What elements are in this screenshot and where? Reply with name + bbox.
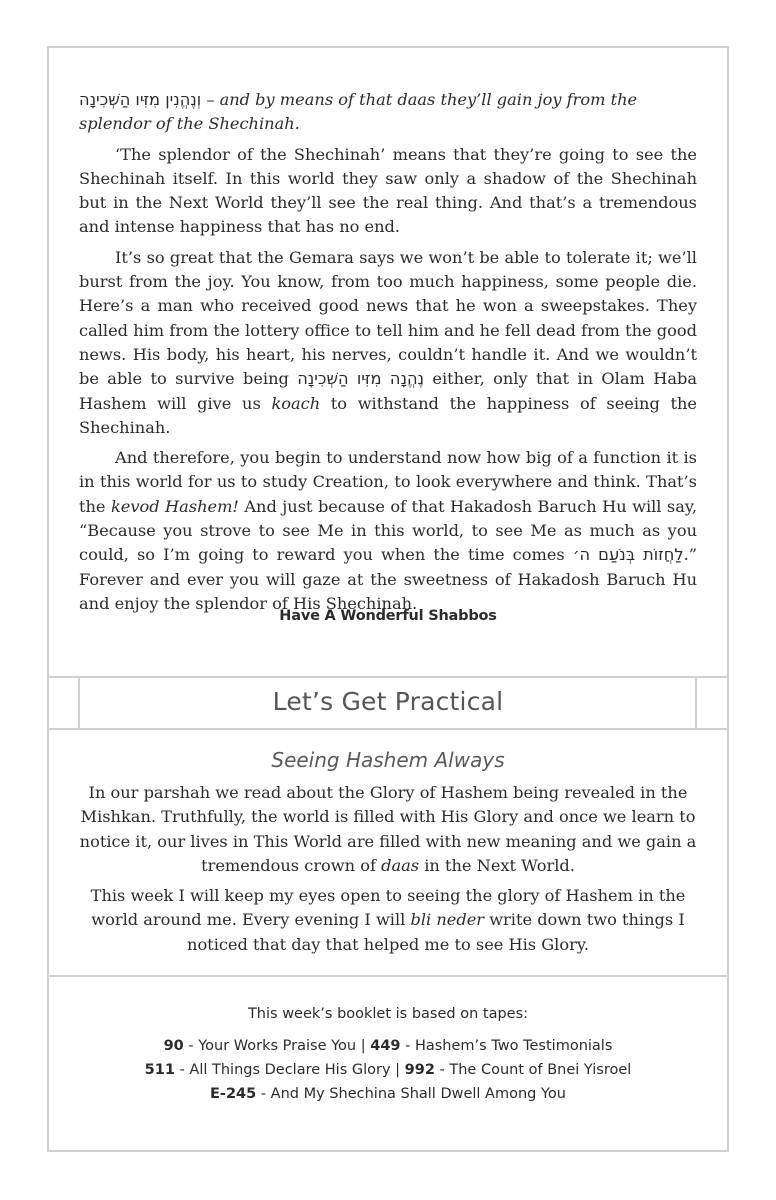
tape-number: 992 (404, 1062, 435, 1078)
practical-p1-part-1: In our parshah we read about the Glory of Hashem being revealed in the Mishkan. Truthfully, the world is filled with His Glory and once we learn to notice it, our lives in This World are filled with new meaning and we gain a tremendous crown of (79, 783, 697, 875)
tape-number: 449 (370, 1038, 401, 1054)
practical-paragraph-2 (79, 884, 697, 957)
tape-line (49, 1034, 727, 1058)
tape-number: E-245 (210, 1086, 257, 1102)
italic-term: kevod Hashem! (110, 496, 239, 516)
paragraph-3-part-3: to withstand the happiness of seeing the Shechinah. (79, 393, 697, 437)
tape-line (49, 1082, 727, 1106)
tape-number: 90 (163, 1038, 184, 1054)
paragraph-3-part-2: either, only that in Olam Haba Hashem will give us (79, 369, 697, 413)
section-banner (49, 676, 727, 730)
tape-line (49, 1058, 727, 1082)
tapes-heading: This week’s booklet is based on tapes: (247, 1006, 529, 1022)
paragraph-1 (79, 88, 697, 137)
section-subtitle: Seeing Hashem Always (271, 748, 505, 772)
tapes-list (49, 1002, 727, 1106)
paragraph-3-part-1: It’s so great that the Gemara says we won’t be able to tolerate it; we’ll burst from the joy. You know, from too much happiness, some people die. Here’s a man who received good news that he won a sweepstakes. They called him from the lottery office to tell him and he fell dead from the good news. His body, his heart, his nerves, couldn’t handle it. And we wouldn’t be able to survive being (79, 247, 697, 389)
tape-number: 511 (144, 1062, 175, 1078)
tape-title: - All Things Declare His Glory | (174, 1062, 405, 1078)
italic-term: daas (381, 855, 420, 875)
paragraph-2: ‘The splendor of the Shechinah’ means that they’re going to see the Shechinah itself. In this world they saw only a shadow of the Shechinah but in the Next World they’ll see the real thing. And that’s a tremendous and intense happiness that has no end. (79, 144, 697, 237)
paragraph-4-part-2: And just because of that Hakadosh Baruch Hu will say, “Because you strove to see Me in this world, to see Me as much as you could, so I’m going to reward you when the time comes (79, 496, 697, 565)
tape-title: - And My Shechina Shall Dwell Among You (256, 1086, 566, 1102)
tape-title: - The Count of Bnei Yisroel (434, 1062, 632, 1078)
hebrew-phrase: נֶהֱנָה מִזִּיו הַשְּׁכִינָה (297, 369, 424, 389)
practical-p1-part-2: in the Next World. (419, 855, 575, 875)
hebrew-phrase: וְנֶהֱנִין מִזִּיו הַשְּׁכִינָה (79, 90, 202, 109)
practical-body (79, 781, 697, 963)
paragraph-4-part-1: And therefore, you begin to understand now how big of a function it is in this world for us to study Creation, to look everywhere and think. That’s the (79, 448, 697, 516)
paragraph-4 (79, 446, 697, 616)
practical-p2-part-1: This week I will keep my eyes open to seeing the glory of Hashem in the world around me. Every evening I will (90, 886, 686, 930)
closing-greeting: Have A Wonderful Shabbos (279, 608, 497, 624)
tape-title: - Your Works Praise You | (183, 1038, 371, 1054)
section-divider (49, 975, 727, 977)
paragraph-3 (79, 246, 697, 440)
hebrew-phrase: לַחֲזוֹת בְּנֹעַם ה׳ (572, 545, 684, 565)
paragraph-1-text: – and by means of that daas they’ll gain joy from the splendor of the Shechinah. (79, 90, 638, 134)
italic-term: koach (271, 393, 321, 413)
article-body (79, 88, 697, 622)
practical-p2-part-2: write down two things I noticed that day that helped me to see His Glory. (187, 910, 685, 954)
tape-title: - Hashem’s Two Testimonials (400, 1038, 613, 1054)
practical-paragraph-1 (79, 781, 697, 878)
italic-term: bli neder (410, 910, 485, 930)
paragraph-4-part-3: .” Forever and ever you will gaze at the sweetness of Hakadosh Baruch Hu and enjoy the splendor of His Shechinah. (79, 545, 697, 613)
section-title: Let’s Get Practical (272, 687, 504, 716)
